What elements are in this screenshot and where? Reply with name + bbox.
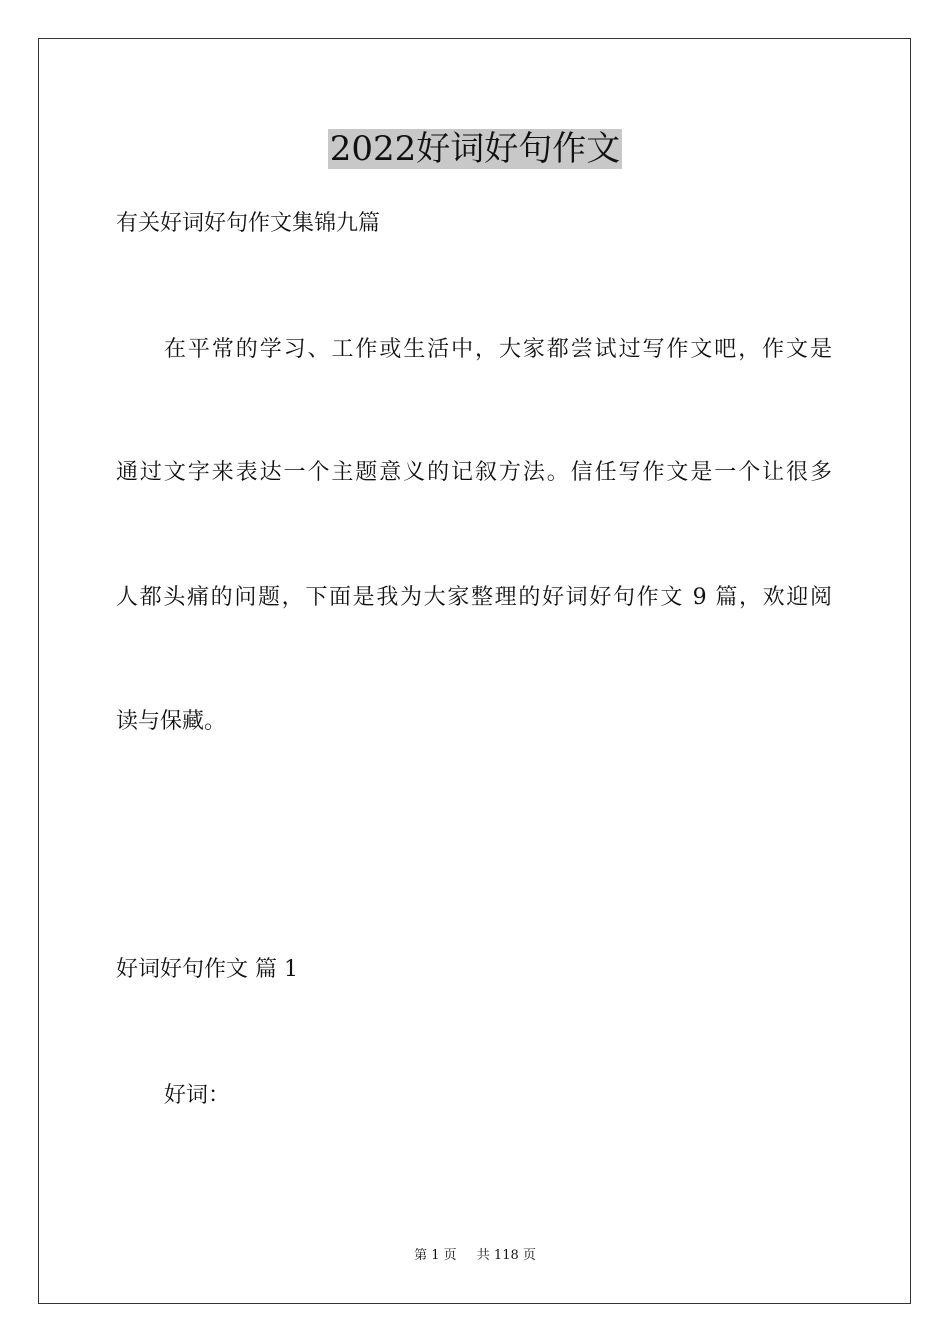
- document-title-text: 2022好词好句作文: [329, 129, 621, 169]
- intro-paragraph-line: 读与保藏。: [116, 709, 227, 734]
- section-label: 好词：: [164, 1083, 231, 1108]
- page-total: 共 118 页: [476, 1248, 536, 1263]
- document-subtitle: 有关好词好句作文集锦九篇: [116, 211, 381, 236]
- intro-paragraph-line: 人都头痛的问题，下面是我为大家整理的好词好句作文 9 篇，欢迎阅: [116, 585, 832, 610]
- section-heading: 好词好句作文 篇 1: [116, 957, 298, 982]
- intro-paragraph-line: 在平常的学习、工作或生活中，大家都尝试过写作文吧，作文是: [164, 337, 832, 362]
- document-title: [0, 126, 950, 172]
- page-footer: [0, 1247, 950, 1265]
- page-number: 第 1 页: [414, 1248, 457, 1263]
- intro-paragraph-line: 通过文字来表达一个主题意义的记叙方法。信任写作文是一个让很多: [116, 460, 832, 485]
